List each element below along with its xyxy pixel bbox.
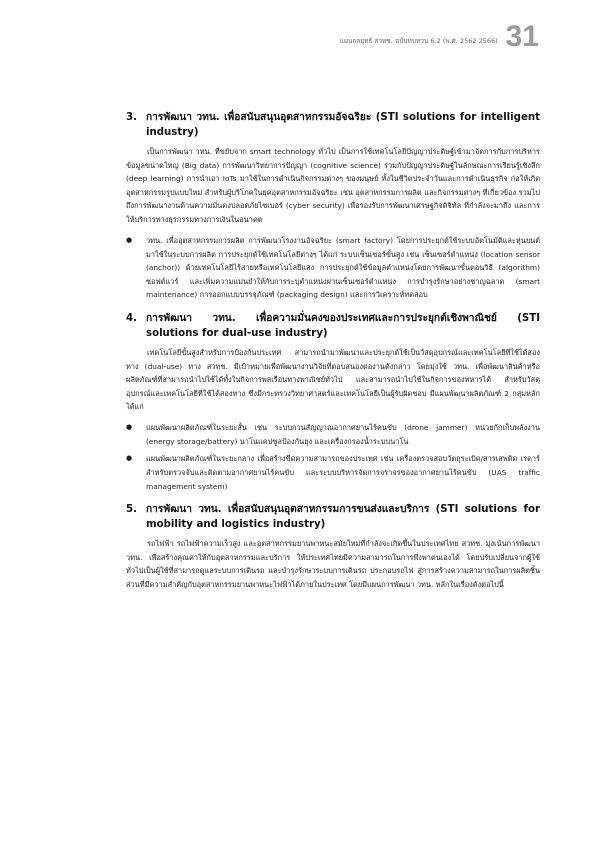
list-item (126, 421, 540, 448)
list-item (126, 452, 540, 493)
section-5 (126, 502, 540, 591)
section-paragraph: เทคโนโลยีขั้นสูงสำหรับการป้องกันประเทศ สามารถนำมาพัฒนาและประยุกต์ใช้เป็นวัสดุอุปกรณ์และเทคโนโลยีที่ใช้ได้สองทาง (dual-use) ทาง สวทช. มีเป้าหมายเพื่อพัฒนางานวิจัยที่ตอบสนองต่องานดังกล่าว โดยมุ่งใช้ วทน. เพื่อพัฒนาสินค้าหรือผลิตภัณฑ์ที่สามารถนำไปใช้ได้ทั้งในกิจการพลเรือนทางพาณิชย์ทั่วไป และสามารถนำไปใช้ในกิจการของทหารได้ สำหรับวัสดุอุปกรณ์และเทคโนโลยีที่ใช้ได้สองทาง ซึ่งมีกระทรวงวิทยาศาสตร์และเทคโนโลยีเป็นผู้รับผิดชอบ มีแผนพัฒนาผลิตภัณฑ์ 2 กลุ่มหลัก ได้แก่ (126, 347, 540, 412)
section-heading (126, 110, 540, 140)
bullet-text: แผนพัฒนาผลิตภัณฑ์ในระยะกลาง เพื่อสร้างขีดความสามารถของประเทศ เช่น เครื่องตรวจสอบวัตถุระเบิด/สารเสพติด เรดาร์สำหรับตรวจจับและติดตามอากาศยานไร้คนขับ และระบบบริหารจัดการจราจรของอากาศยานไร้คนขับ (UAS traffic management system) (146, 454, 540, 491)
section-paragraph: รถไฟฟ้า รถไฟฟ้าความเร็วสูง และอุตสาหกรรมยานพาหนะสมัยใหม่ที่กำลังจะเกิดขึ้นในประเทศไทย สวทช. มุ่งเน้นการพัฒนา วทน. เพื่อสร้างคุณค่าให้กับอุตสาหกรรมและบริการ ให้ประเทศไทยมีความสามารถในการพึ่งพาตนเองได้ โดยปรับเปลี่ยนจากผู้ใช้ทั่วไปเป็นผู้ใช้ที่สามารถดูแลระบบการเดินรถ และบำรุงรักษาระบบการเดินรถ ประกอบรถไฟ สู่การสร้างความสามารถในการผลิตชิ้นส่วนที่มีความสำคัญกับอุตสาหกรรมยานพาหนะไฟฟ้าได้ภายในประเทศ โดยมีแผนการพัฒนา วทน. หลักในเรื่องดังต่อไปนี้ (126, 539, 540, 590)
bullet-text: วทน. เพื่ออุตสาหกรรมการผลิต การพัฒนาโรงงานอัจฉริยะ (smart factory) โดยการประยุกต์ใช้ระบบอัตโนมัติและหุ่นยนต์มาใช้ในระบบการผลิต การประยุกต์ใช้เทคโนโลยีต่างๆ ได้แก่ ระบบเซ็นเซอร์ขั้นสูง เช่น เซ็นเซอร์ตำแหน่ง (location sensor (anchor)) ด้วยเทคโนโลยีไร้สายหรือเทคโนโลยีแสง การประยุกต์ใช้ข้อมูลตำแหน่งโดยการพัฒนาขั้นตอนวิธี (algorithm) ซอฟต์แวร์ และเพิ่มความแม่นยำให้กับการระบุตำแหน่งผ่านเซ็นเซอร์ตำแหน่ง การบำรุงรักษาอย่างชาญฉลาด (smart maintenance) การออกแบบบรรจุภัณฑ์ (packaging design) และการวิเคราะห์ทดสอบ (146, 235, 540, 300)
bullet-list (126, 421, 540, 493)
section-heading (126, 502, 540, 532)
bullet-list (126, 234, 540, 302)
section-title: การพัฒนา วทน. เพื่อความมั่นคงของประเทศและการประยุกต์เชิงพาณิชย์ (STI solutions for dual-use industry) (146, 312, 540, 339)
section-3 (126, 110, 540, 302)
bullet-icon: ● (126, 454, 133, 463)
section-heading (126, 311, 540, 341)
list-item (126, 234, 540, 302)
main-content (126, 110, 540, 601)
section-4 (126, 311, 540, 493)
section-title: การพัฒนา วทน. เพื่อสนับสนุนอุตสาหกรรมการขนส่งและบริการ (STI solutions for mobility and logistics industry) (146, 504, 540, 531)
section-number: 5. (126, 504, 137, 516)
running-title: แผนกลยุทธ์ สวทช. ฉบับทบทวน 6.2 (พ.ศ. 2562 2566) (339, 37, 498, 45)
bullet-icon: ● (126, 235, 133, 244)
section-number: 3. (126, 112, 137, 123)
bullet-icon: ● (126, 423, 133, 432)
bullet-text: แผนพัฒนาผลิตภัณฑ์ในระยะสั้น เช่น ระบบกวนสัญญาณอากาศยานไร้คนขับ (drone jammer) หน่วยกักเก็บพลังงาน (energy storage/battery) นาโนแคปซูลป้องกันยุง และเครื่องกรองน้ำระบบนาโน (146, 423, 540, 446)
page-number: 31 (505, 20, 539, 53)
section-number: 4. (126, 312, 137, 324)
section-title: การพัฒนา วทน. เพื่อสนับสนุนอุตสาหกรรมอัจฉริยะ (STI solutions for intelligent industry) (146, 112, 540, 138)
section-paragraph: เป็นการพัฒนา วทน. ที่ขยับจาก smart technology ทั่วไป เป็นการใช้เทคโนโลยีปัญญาประดิษฐ์เข้ามาจัดการกับการบริหารข้อมูลขนาดใหญ่ (Big data) การพัฒนาวิทยาการปัญญา (cognitive science) ร่วมกับปัญญาประดิษฐ์ในลักษณะการเรียนรู้เชิงลึก (deep learning) การนำเอา IoTs มาใช้ในการดำเนินกิจกรรมต่างๆ ของมนุษย์ ทั้งในชีวิตประจำวันและการดำเนินธุรกิจ ก่อให้เกิดอุตสาหกรรมรูปแบบใหม่ สำหรับผู้บริโภคในยุคอุตสาหกรรมอัจฉริยะ เช่น อุตสาหกรรมการผลิต และกิจกรรมต่างๆ ที่เกี่ยวข้อง รวมไปถึงการพัฒนางานด้านความมั่นคงปลอดภัยไซเบอร์ (cyber security) เพื่อรองรับการพัฒนาเศรษฐกิจดิจิทัล ที่กำลังจะมาถึง และการให้บริการทางธุรกรรมทางการเงินในอนาคต (126, 147, 540, 224)
page-header (340, 22, 539, 52)
